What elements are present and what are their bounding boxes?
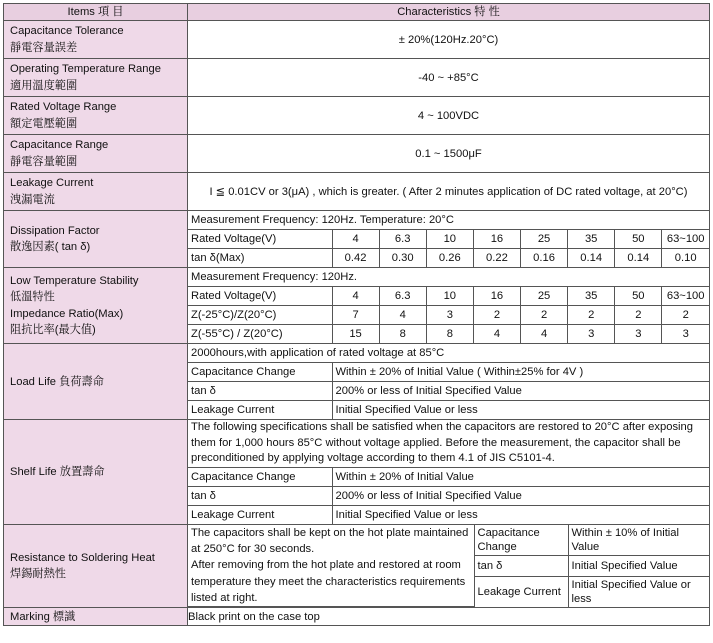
item-label-en: Dissipation Factor [10, 224, 100, 237]
rated-voltage-label: Rated Voltage(V) [188, 230, 332, 249]
table-row [188, 401, 709, 420]
ratio-cell: 3 [615, 325, 662, 344]
item-cell [4, 173, 188, 211]
item-label-zh: 洩漏電流 [10, 193, 55, 206]
table-header-row [4, 4, 710, 21]
item-label-zh: 低溫特性 [10, 291, 55, 304]
rated-voltage-row [4, 97, 710, 135]
voltage-cell: 63~100 [662, 287, 709, 306]
item-label-en: Capacitance Range [10, 139, 109, 152]
voltage-cell: 63~100 [662, 230, 709, 249]
capacitance-tolerance-row [4, 21, 710, 59]
item-label-zh: 適用溫度範圍 [10, 79, 78, 92]
criterion-value: Within ± 20% of Initial Value ( Within±25% for 4V ) [332, 363, 709, 382]
ratio-cell: 2 [521, 306, 568, 325]
ratio-cell: 3 [662, 325, 709, 344]
item-label-en: Operating Temperature Range [10, 63, 161, 76]
measurement-frequency: Measurement Frequency: 120Hz. [188, 268, 709, 287]
voltage-cell: 6.3 [379, 230, 426, 249]
table-row [188, 506, 709, 525]
tan-delta-label: tan δ(Max) [188, 249, 332, 268]
item-label-zh: 靜電容量範圍 [10, 155, 78, 168]
item-label-en: Leakage Current [10, 177, 94, 190]
ratio-cell: 2 [473, 306, 520, 325]
item-cell [4, 211, 188, 268]
load-life-table [188, 344, 709, 419]
voltage-cell: 16 [473, 287, 520, 306]
voltage-cell: 16 [473, 230, 520, 249]
soldering-heat-row [4, 525, 710, 608]
table-row [188, 487, 709, 506]
table-row [188, 363, 709, 382]
item-label-zh: 散逸因素( tan δ) [10, 241, 91, 253]
ratio-cell: 2 [615, 306, 662, 325]
operating-temperature-value: -40 ~ +85°C [188, 59, 710, 97]
capacitance-range-value: 0.1 ~ 1500μF [188, 135, 710, 173]
tan-value-cell: 0.26 [426, 249, 473, 268]
criterion-name: Capacitance Change [188, 468, 332, 487]
impedance-25-row [188, 306, 709, 325]
soldering-table [188, 525, 709, 607]
criterion-value: Initial Specified Value or less [332, 401, 709, 420]
criterion-value: Within ± 20% of Initial Value [332, 468, 709, 487]
marking-row [4, 608, 710, 626]
impedance-55-label: Z(-55°C) / Z(20°C) [188, 325, 332, 344]
ratio-cell: 4 [473, 325, 520, 344]
criterion-name: tan δ [188, 487, 332, 506]
criterion-value: 200% or less of Initial Specified Value [332, 382, 709, 401]
shelf-life-cell [188, 420, 710, 525]
item-label-zh: 阻抗比率(最大值) [10, 323, 96, 336]
criterion-value: 200% or less of Initial Specified Value [332, 487, 709, 506]
marking-value: Black print on the case top [188, 608, 710, 626]
criterion-name: tan δ [474, 556, 568, 576]
item-cell [4, 21, 188, 59]
criterion-name: Capacitance Change [188, 363, 332, 382]
low-temperature-cell [188, 268, 710, 344]
item-label-en: Low Temperature Stability [10, 275, 139, 288]
impedance-25-label: Z(-25°C)/Z(20°C) [188, 306, 332, 325]
dissipation-factor-row [4, 211, 710, 268]
item-label-en: Impedance Ratio(Max) [10, 307, 124, 320]
table-row [188, 382, 709, 401]
items-header: Items 項 目 [4, 4, 188, 21]
voltage-cell: 25 [521, 287, 568, 306]
load-life-intro: 2000hours,with application of rated voltage at 85°C [188, 344, 709, 363]
rated-voltage-label: Rated Voltage(V) [188, 287, 332, 306]
shelf-life-intro: The following specifications shall be satisfied when the capacitors are restored to 20°C after exposing them for 1,000 hours 85°C without voltage applied. Before the measurement, the capacitor shall be preconditioned by applying voltage according to them 4.1 of JIS C5101-4. [188, 420, 709, 468]
criterion-value: Initial Specified Value or less [568, 576, 709, 607]
dissipation-table [188, 211, 709, 267]
table-row [188, 468, 709, 487]
criterion-name: Leakage Current [474, 576, 568, 607]
dissipation-cell [188, 211, 710, 268]
item-label-en: Rated Voltage Range [10, 101, 117, 114]
voltage-cell: 4 [332, 230, 379, 249]
criterion-value: Within ± 10% of Initial Value [568, 525, 709, 556]
soldering-text-2: After removing from the hot plate and restored at room temperature they meet the characteristics requirements listed at right. [191, 559, 466, 604]
ratio-cell: 4 [379, 306, 426, 325]
item-cell [4, 97, 188, 135]
capacitance-tolerance-value: ± 20%(120Hz.20°C) [188, 21, 710, 59]
load-life-label: Load Life 負荷壽命 [4, 344, 188, 420]
item-label-zh: 靜電容量誤差 [10, 41, 78, 54]
tan-value-cell: 0.10 [662, 249, 709, 268]
shelf-life-table [188, 420, 709, 524]
ratio-cell: 3 [426, 306, 473, 325]
ratio-cell: 4 [521, 325, 568, 344]
criterion-value: Initial Specified Value or less [332, 506, 709, 525]
tan-value-cell: 0.14 [615, 249, 662, 268]
item-cell [4, 268, 188, 344]
leakage-current-row [4, 173, 710, 211]
capacitance-range-row [4, 135, 710, 173]
characteristics-header: Characteristics 特 性 [188, 4, 710, 21]
low-temperature-row [4, 268, 710, 344]
voltage-cell: 4 [332, 287, 379, 306]
marking-label: Marking 標識 [4, 608, 188, 626]
characteristics-table [3, 3, 710, 626]
tan-value-cell: 0.16 [521, 249, 568, 268]
item-label-zh: 焊錫耐熱性 [10, 568, 66, 581]
criterion-name: Leakage Current [188, 401, 332, 420]
leakage-current-value: I ≦ 0.01CV or 3(μA) , which is greater. ( After 2 minutes application of DC rated voltage, at 20°C) [188, 173, 710, 211]
ratio-cell: 15 [332, 325, 379, 344]
item-cell [4, 525, 188, 608]
voltage-cell: 6.3 [379, 287, 426, 306]
criterion-name: Leakage Current [188, 506, 332, 525]
rated-voltage-header-row [188, 230, 709, 249]
impedance-table [188, 268, 709, 343]
soldering-description [188, 525, 474, 607]
tan-value-cell: 0.14 [568, 249, 615, 268]
voltage-cell: 10 [426, 230, 473, 249]
item-label-zh: 額定電壓範圍 [10, 117, 78, 130]
operating-temperature-row [4, 59, 710, 97]
criterion-value: Initial Specified Value [568, 556, 709, 576]
ratio-cell: 8 [379, 325, 426, 344]
voltage-cell: 35 [568, 287, 615, 306]
shelf-life-row [4, 420, 710, 525]
soldering-cell [188, 525, 710, 608]
tan-value-cell: 0.42 [332, 249, 379, 268]
load-life-cell [188, 344, 710, 420]
tan-delta-row [188, 249, 709, 268]
ratio-cell: 2 [568, 306, 615, 325]
load-life-row [4, 344, 710, 420]
item-label-en: Resistance to Soldering Heat [10, 551, 155, 564]
voltage-cell: 25 [521, 230, 568, 249]
shelf-life-label: Shelf Life 放置壽命 [4, 420, 188, 525]
tan-value-cell: 0.30 [379, 249, 426, 268]
impedance-55-row [188, 325, 709, 344]
voltage-cell: 35 [568, 230, 615, 249]
voltage-cell: 50 [615, 287, 662, 306]
ratio-cell: 8 [426, 325, 473, 344]
ratio-cell: 7 [332, 306, 379, 325]
voltage-cell: 10 [426, 287, 473, 306]
rated-voltage-header-row [188, 287, 709, 306]
table-row [188, 525, 709, 556]
item-label-en: Capacitance Tolerance [10, 25, 124, 38]
ratio-cell: 2 [662, 306, 709, 325]
voltage-cell: 50 [615, 230, 662, 249]
measurement-frequency: Measurement Frequency: 120Hz. Temperature: 20°C [188, 211, 709, 230]
tan-value-cell: 0.22 [473, 249, 520, 268]
item-cell [4, 59, 188, 97]
rated-voltage-value: 4 ~ 100VDC [188, 97, 710, 135]
criterion-name: tan δ [188, 382, 332, 401]
criterion-name: Capacitance Change [474, 525, 568, 556]
item-cell [4, 135, 188, 173]
soldering-text-1: The capacitors shall be kept on the hot plate maintained at 250°C for 30 seconds. [191, 527, 469, 556]
ratio-cell: 3 [568, 325, 615, 344]
